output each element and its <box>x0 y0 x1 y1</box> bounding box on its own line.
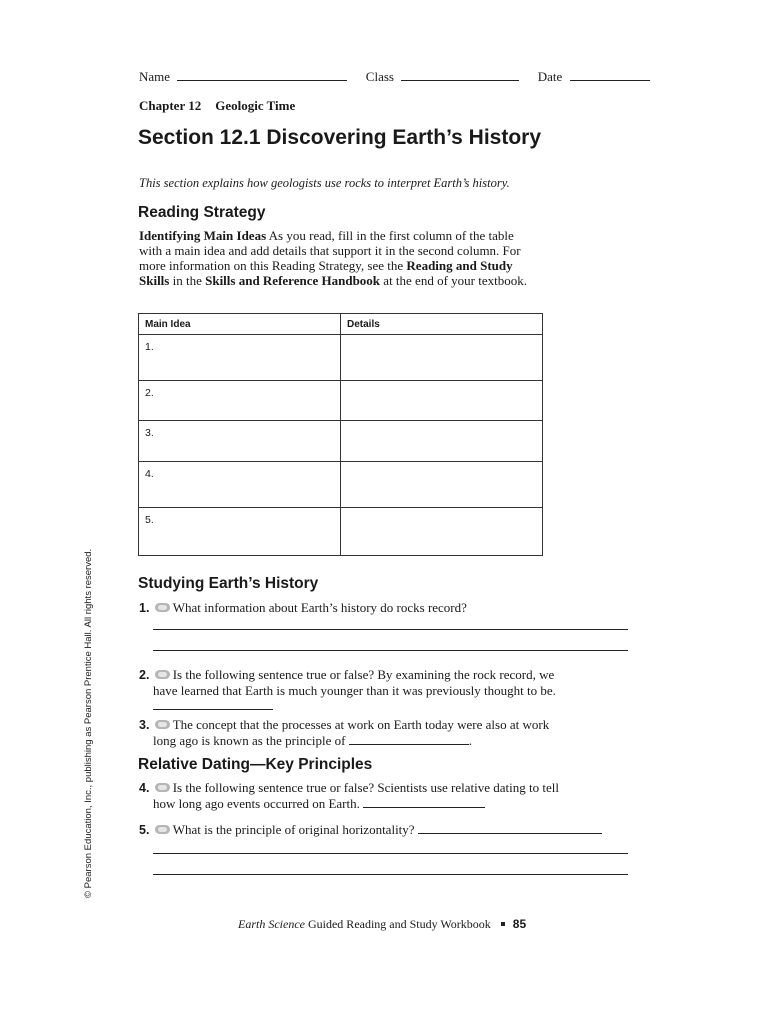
relative-dating-heading: Relative Dating—Key Principles <box>138 756 373 773</box>
answer-blank[interactable] <box>153 698 273 710</box>
book-title-rest: Guided Reading and Study Workbook <box>304 917 491 931</box>
question-number: 4. <box>139 781 150 795</box>
question-4 <box>139 780 583 811</box>
student-info-header <box>139 68 650 85</box>
date-field[interactable] <box>570 68 650 81</box>
section-subtitle: This section explains how geologists use rocks to interpret Earth’s history. <box>139 176 510 190</box>
chapter-heading <box>139 98 295 114</box>
date-label: Date <box>537 69 563 84</box>
main-idea-header: Main Idea <box>139 314 341 335</box>
strategy-text-1: As you read, fill in the first column of the table with a main idea and add details that support it in the second column. For more information on this Reading Strategy, see the <box>139 228 521 273</box>
question-number: 5. <box>139 823 150 837</box>
main-idea-cell[interactable]: 1. <box>139 335 341 381</box>
answer-blank[interactable] <box>418 822 602 834</box>
page-footer <box>238 917 526 932</box>
book-title-italic: Earth Science <box>238 917 305 931</box>
studying-heading: Studying Earth’s History <box>138 575 319 592</box>
question-5 <box>139 822 569 838</box>
strategy-bold-2: Skills and Reference Handbook <box>205 273 381 288</box>
reading-icon <box>155 670 170 679</box>
answer-line[interactable] <box>153 650 628 651</box>
details-cell[interactable] <box>341 508 543 556</box>
details-cell[interactable] <box>341 462 543 508</box>
strategy-bold-1: Reading and Study Skills <box>139 258 513 288</box>
details-cell[interactable] <box>341 381 543 421</box>
section-title: Section 12.1 Discovering Earth’s History <box>138 126 542 149</box>
question-number: 2. <box>139 668 150 682</box>
question-text: Is the following sentence true or false? By examining the rock record, we have learned that Earth is much younger than it was previously thought to be. <box>153 667 556 698</box>
bullet-icon <box>501 922 505 926</box>
strategy-lead: Identifying Main Ideas <box>139 228 267 243</box>
answer-line[interactable] <box>153 874 628 875</box>
question-text: What is the principle of original horizontality? <box>172 822 415 837</box>
sentence-end: . <box>468 733 472 748</box>
page-number: 85 <box>512 917 527 931</box>
answer-line[interactable] <box>153 629 628 630</box>
question-number: 1. <box>139 601 150 615</box>
reading-icon <box>155 720 170 729</box>
question-3 <box>139 717 573 748</box>
chapter-number: Chapter 12 <box>139 98 202 113</box>
question-text: The concept that the processes at work on Earth today were also at work long ago is known as the principle of <box>153 717 550 748</box>
main-idea-cell[interactable]: 2. <box>139 381 341 421</box>
details-cell[interactable] <box>341 421 543 462</box>
question-2 <box>139 667 573 713</box>
question-text: Is the following sentence true or false? Scientists use relative dating to tell how long ago events occurred on Earth. <box>153 780 559 811</box>
copyright-notice: © Pearson Education, Inc., publishing as Pearson Prentice Hall. All rights reserved. <box>83 548 94 898</box>
main-idea-cell[interactable]: 4. <box>139 462 341 508</box>
answer-line[interactable] <box>153 853 628 854</box>
class-label: Class <box>365 69 394 84</box>
question-text: What information about Earth’s history do rocks record? <box>172 600 467 615</box>
details-cell[interactable] <box>341 335 543 381</box>
details-header: Details <box>341 314 543 335</box>
question-number: 3. <box>139 718 150 732</box>
reading-strategy-text <box>139 228 539 288</box>
name-label: Name <box>139 69 171 84</box>
class-field[interactable] <box>401 68 519 81</box>
answer-blank[interactable] <box>349 733 469 745</box>
answer-blank[interactable] <box>363 796 485 808</box>
reading-strategy-heading: Reading Strategy <box>138 204 266 221</box>
chapter-title: Geologic Time <box>215 98 296 113</box>
main-idea-table <box>138 313 543 556</box>
question-1 <box>139 600 569 616</box>
main-idea-cell[interactable]: 5. <box>139 508 341 556</box>
strategy-text-3: at the end of your textbook. <box>380 273 527 288</box>
reading-icon <box>155 825 170 834</box>
name-field[interactable] <box>177 68 347 81</box>
strategy-text-2: in the <box>169 273 206 288</box>
main-idea-cell[interactable]: 3. <box>139 421 341 462</box>
reading-icon <box>155 783 170 792</box>
reading-icon <box>155 603 170 612</box>
